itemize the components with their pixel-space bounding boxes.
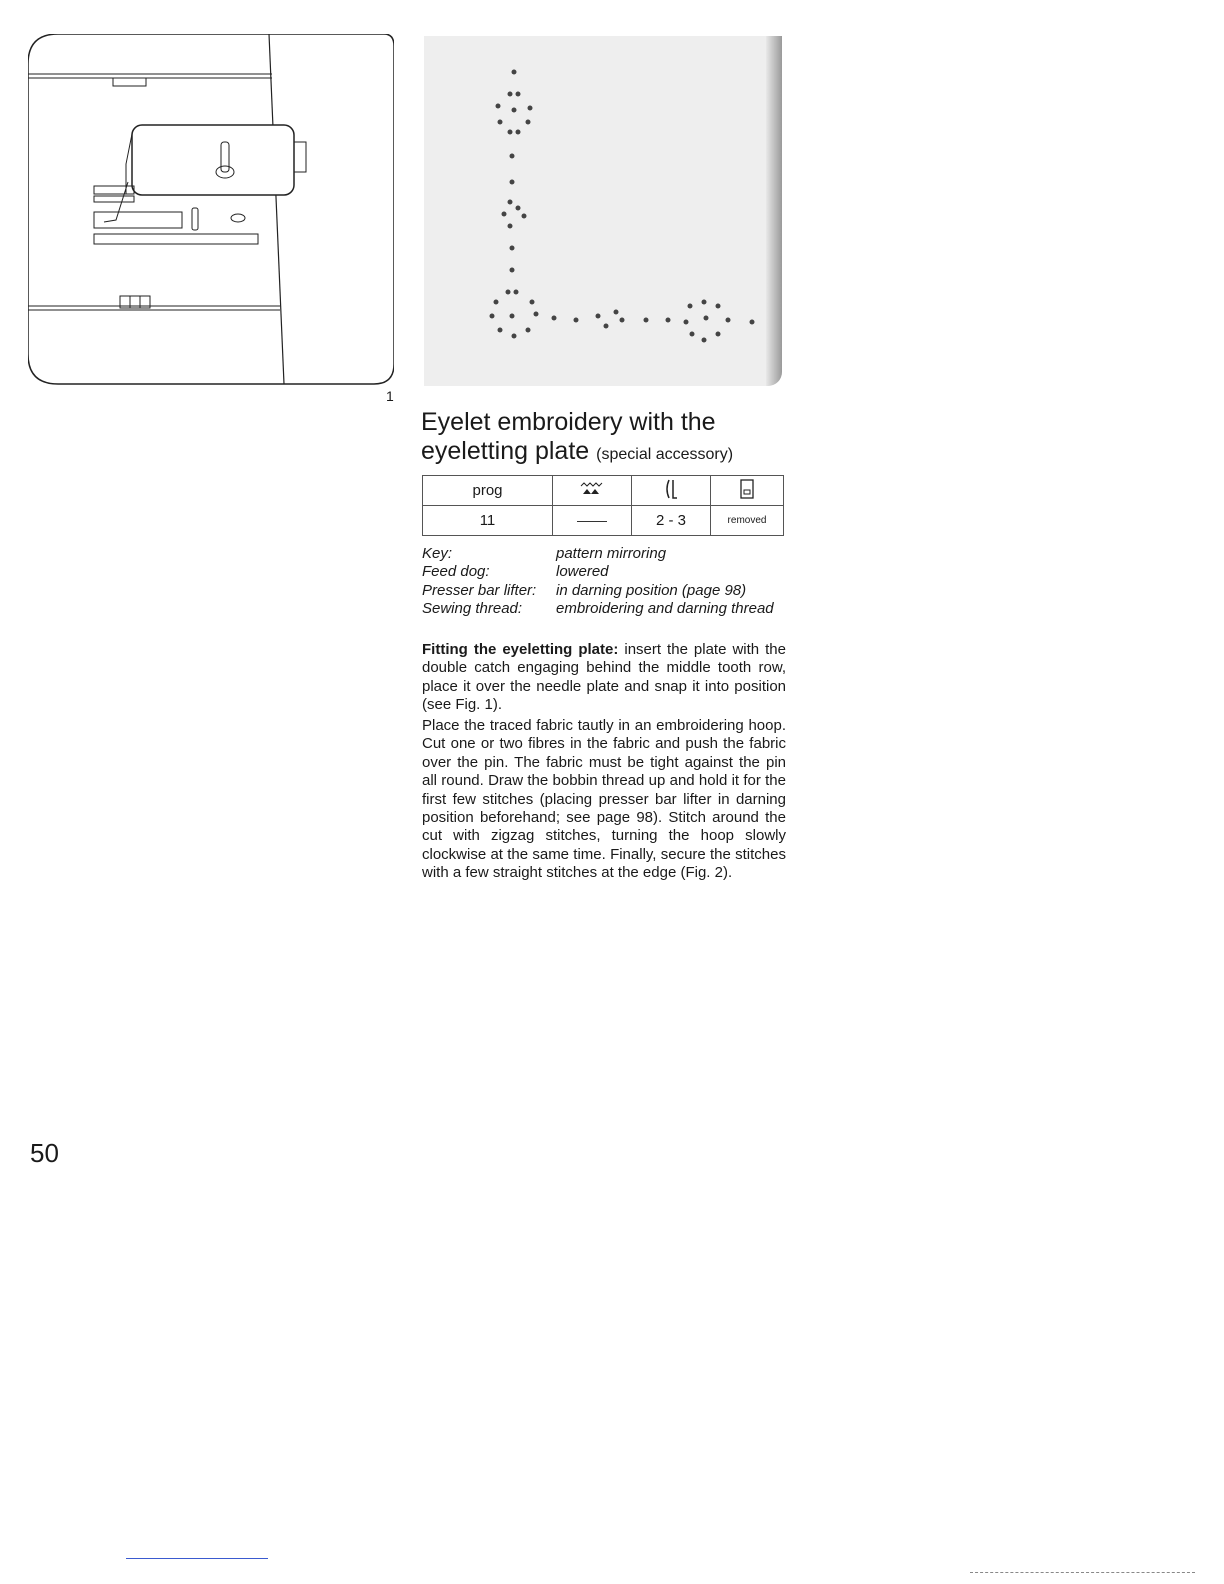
- instructions-paragraph: Place the traced fabric tautly in an embroidering hoop. Cut one or two fibres in the fabric and push the fabric over the pin. The fabric must be tight against the pin all round. Draw the bobbin thread up and hold it for the first few stitches (placing presser bar lifter in darning position beforehand; see page 98). Stitch around the cut with zigzag stitches, turning the hoop slowly clockwise at the same time. Finally, secure the stitches with a few straight stitches at the edge (Fig. 2).: [422, 717, 786, 882]
- key-value: lowered: [556, 563, 609, 581]
- tension-value: 2 - 3: [632, 506, 711, 536]
- key-label: Sewing thread:: [422, 600, 523, 618]
- settings-key-list: [422, 545, 786, 619]
- stitch-pattern-icon: [553, 476, 632, 506]
- settings-header-row: [423, 476, 784, 506]
- photo-edge-shadow: [766, 36, 782, 386]
- dash-icon: [577, 521, 607, 522]
- thread-tension-icon: [632, 476, 711, 506]
- prog-value: 11: [423, 506, 553, 536]
- key-row: [422, 545, 786, 563]
- embroidery-photo: [424, 36, 782, 386]
- key-label: Feed dog:: [422, 563, 490, 581]
- key-value: pattern mirroring: [556, 545, 667, 562]
- key-label: Key:: [422, 545, 453, 562]
- section-title: [421, 408, 801, 469]
- title-note: (special accessory): [596, 446, 734, 463]
- page-number: 50: [30, 1138, 59, 1168]
- foot-value: removed: [711, 506, 784, 536]
- footer-line: [126, 1558, 268, 1559]
- footer-line-right: [970, 1572, 1195, 1573]
- stitch-value: [553, 506, 632, 536]
- title-main: Eyelet embroidery with the eyeletting plate: [421, 408, 716, 465]
- key-row: [422, 582, 786, 600]
- presser-foot-icon: [711, 476, 784, 506]
- fitting-text: insert the plate with the double catch engaging behind the middle tooth row, place it over the needle plate and snap it into position (see Fig. 1).: [422, 641, 786, 714]
- figure-number: 1: [386, 388, 394, 404]
- key-row: [422, 600, 786, 618]
- key-value: embroidering and darning thread: [556, 600, 774, 618]
- settings-table: [422, 475, 784, 536]
- key-value: in darning position (page 98): [556, 581, 747, 599]
- figure-1-illustration: [28, 34, 394, 388]
- prog-header: prog: [423, 476, 553, 506]
- settings-value-row: [423, 506, 784, 536]
- fitting-heading: Fitting the eyeletting plate:: [422, 641, 619, 658]
- key-label: Presser bar lifter:: [422, 581, 537, 599]
- key-row: [422, 563, 786, 581]
- fitting-paragraph: [422, 641, 786, 715]
